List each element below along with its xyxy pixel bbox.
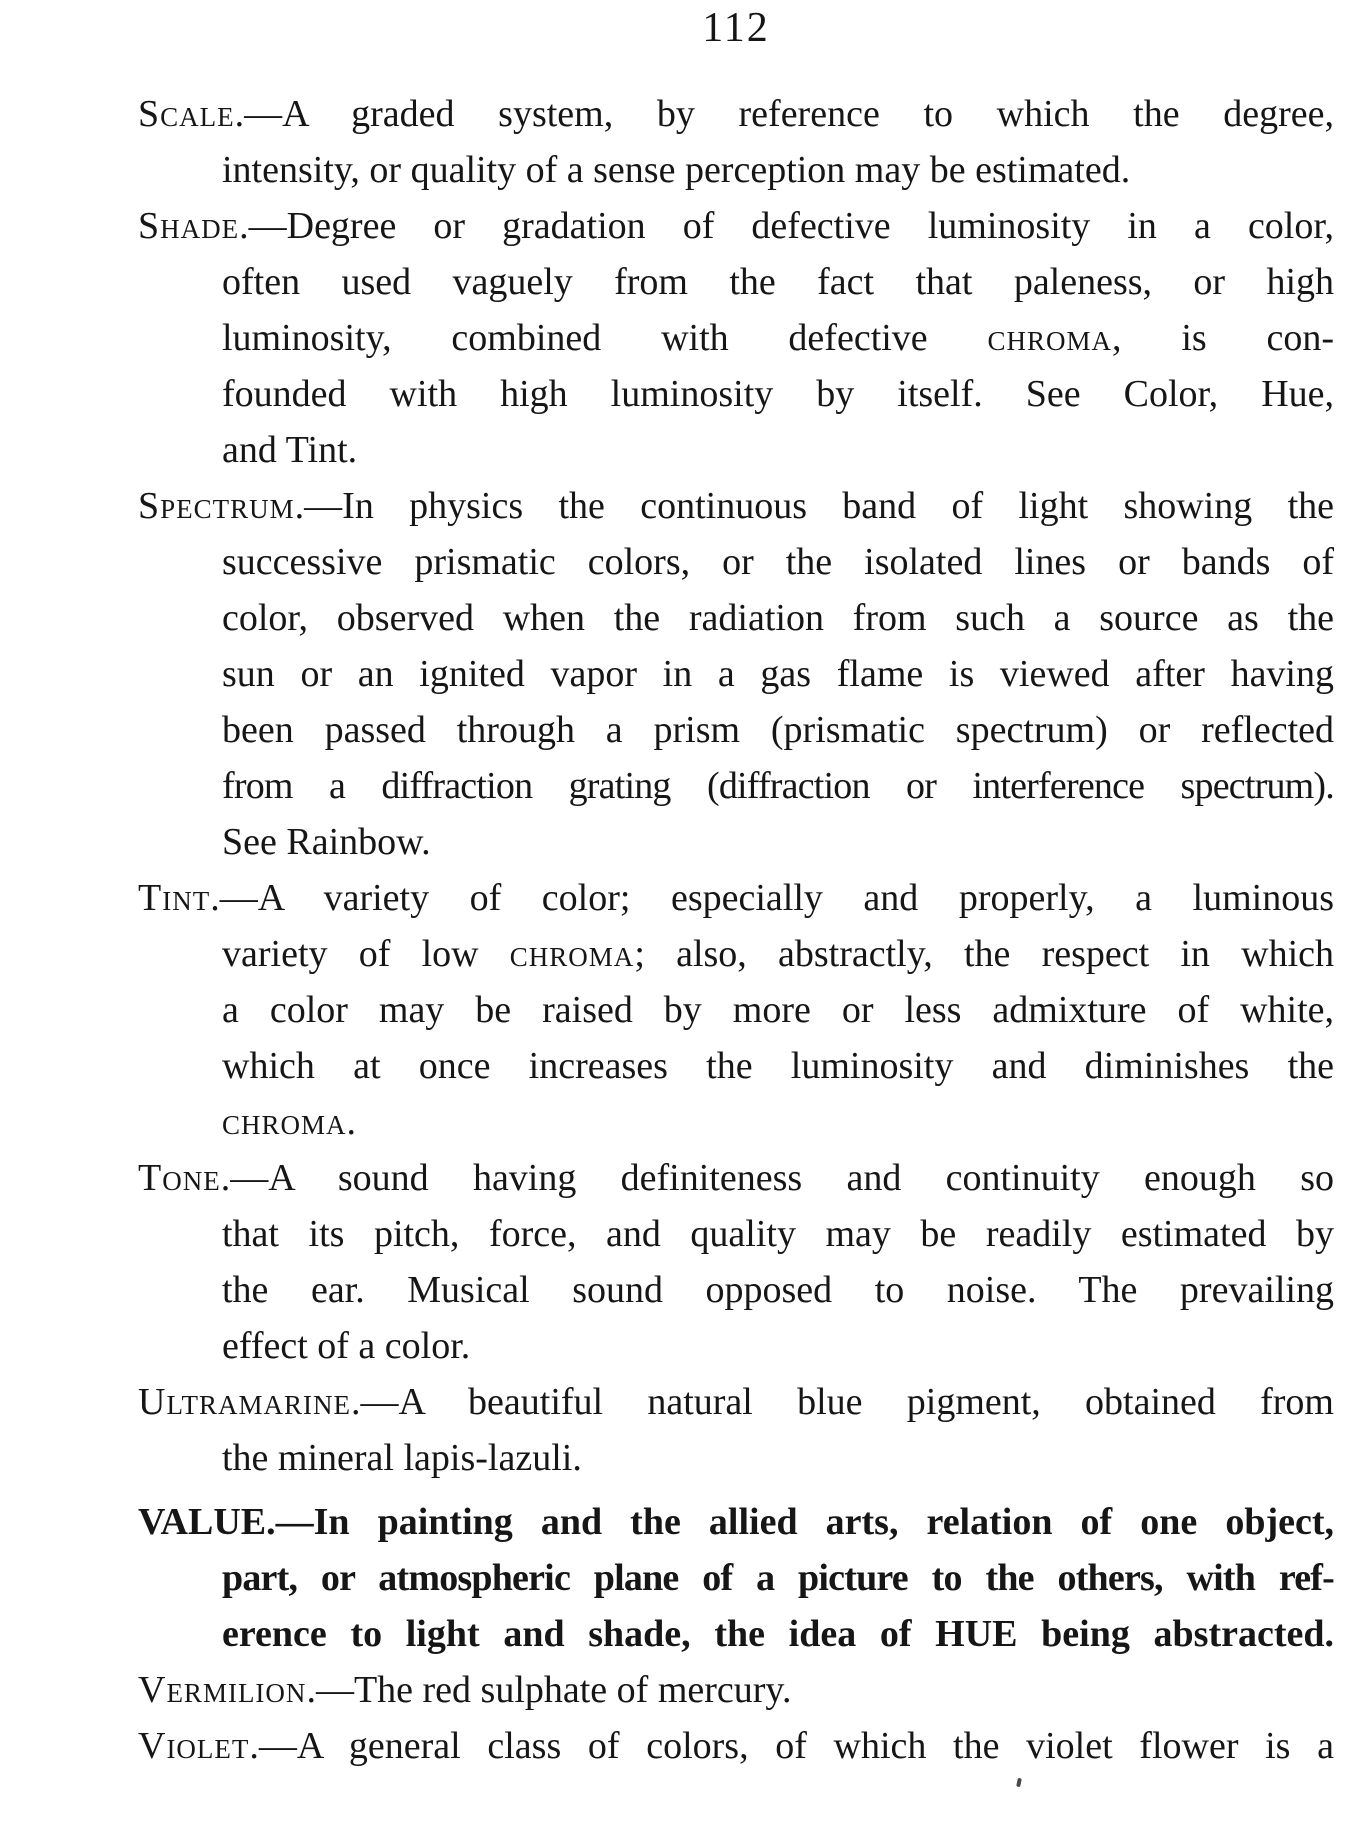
entry-term: Scale xyxy=(138,93,235,135)
text-line xyxy=(138,142,1334,198)
text-line xyxy=(138,1662,1334,1718)
text-line xyxy=(138,1550,1334,1606)
entry-term: Ultramarine xyxy=(138,1381,351,1423)
text-segment: , is con- xyxy=(1112,317,1334,359)
text-segment: .—A graded system, by reference to which the degree, xyxy=(234,93,1334,135)
text-segment: ; also, abstractly, the respect in which xyxy=(634,933,1335,975)
text-line xyxy=(138,1494,1334,1550)
text-line xyxy=(138,1150,1334,1206)
text-segment: that its pitch, force, and quality may be readily estimated by xyxy=(222,1213,1334,1255)
entry-term: Shade xyxy=(138,205,240,247)
text-line xyxy=(138,1206,1334,1262)
glossary-entry-vermilion xyxy=(138,1662,1334,1718)
text-segment: a color may be raised by more or less admixture of white, xyxy=(222,989,1334,1031)
glossary-entry-shade xyxy=(138,198,1334,478)
entry-term: Tint xyxy=(138,877,211,919)
text-segment: successive prismatic colors, or the isolated lines or bands of xyxy=(222,541,1334,583)
glossary-entries xyxy=(138,86,1334,1774)
text-segment: VALUE.—In painting and the allied arts, relation of one object, xyxy=(138,1501,1334,1543)
text-segment: .—Degree or gradation of defective luminosity in a color, xyxy=(239,205,1334,247)
text-segment: from a diffraction grating (diffraction or interference spectrum). xyxy=(222,765,1334,807)
text-segment: often used vaguely from the fact that paleness, or high xyxy=(222,261,1334,303)
text-segment: intensity, or quality of a sense perception may be estimated. xyxy=(222,149,1131,191)
glossary-entry-violet xyxy=(138,1718,1334,1774)
page-number: 112 xyxy=(702,5,770,51)
text-segment: been passed through a prism (prismatic spectrum) or reflected xyxy=(222,709,1334,751)
text-segment: chroma xyxy=(987,317,1113,359)
text-segment: which at once increases the luminosity and diminishes the xyxy=(222,1045,1334,1087)
text-line xyxy=(138,982,1334,1038)
text-line xyxy=(138,478,1334,534)
text-segment: variety of low xyxy=(222,933,510,975)
text-line xyxy=(138,198,1334,254)
text-segment: .—A sound having definiteness and continuity enough so xyxy=(220,1157,1334,1199)
text-segment: .—A general class of colors, of which the violet flower is a xyxy=(249,1725,1334,1767)
text-segment: founded with high luminosity by itself. See Color, Hue, xyxy=(222,373,1334,415)
glossary-entry-spectrum xyxy=(138,478,1334,870)
text-segment: .—A variety of color; especially and properly, a luminous xyxy=(210,877,1334,919)
entry-term: chroma xyxy=(222,1101,347,1143)
entry-term: Violet xyxy=(138,1725,250,1767)
text-line xyxy=(138,702,1334,758)
text-line xyxy=(138,870,1334,926)
text-line xyxy=(138,366,1334,422)
glossary-entry-scale xyxy=(138,86,1334,198)
text-line xyxy=(138,1094,1334,1150)
entry-term: Spectrum xyxy=(138,485,295,527)
text-segment: luminosity, combined with defective xyxy=(222,317,988,359)
text-line xyxy=(138,814,1334,870)
text-line xyxy=(138,422,1334,478)
text-line xyxy=(138,534,1334,590)
text-line xyxy=(138,758,1334,814)
text-segment: .—The red sulphate of mercury. xyxy=(306,1669,792,1711)
text-line xyxy=(138,646,1334,702)
text-segment: the mineral lapis-lazuli. xyxy=(222,1437,582,1479)
glossary-entry-value xyxy=(138,1494,1334,1662)
text-line xyxy=(138,254,1334,310)
text-segment: effect of a color. xyxy=(222,1325,471,1367)
text-segment: . xyxy=(346,1101,357,1143)
text-segment: chroma xyxy=(509,933,635,975)
text-line xyxy=(138,1374,1334,1430)
text-segment: erence to light and shade, the idea of HUE being abstracted. xyxy=(222,1613,1334,1655)
text-line xyxy=(138,1262,1334,1318)
text-segment: the ear. Musical sound opposed to noise. The prevailing xyxy=(222,1269,1334,1311)
text-segment: See Rainbow. xyxy=(222,821,431,863)
text-segment: and Tint. xyxy=(222,429,358,471)
text-line xyxy=(138,926,1334,982)
scan-speck-artifact xyxy=(1016,1778,1022,1788)
text-line xyxy=(138,1038,1334,1094)
text-line xyxy=(138,1606,1334,1662)
glossary-entry-tone xyxy=(138,1150,1334,1374)
text-line xyxy=(138,590,1334,646)
text-line xyxy=(138,310,1334,366)
text-line xyxy=(138,1718,1334,1774)
entry-term: Vermilion xyxy=(138,1669,307,1711)
text-line xyxy=(138,86,1334,142)
entry-term: Tone xyxy=(138,1157,221,1199)
text-segment: sun or an ignited vapor in a gas flame is viewed after having xyxy=(222,653,1334,695)
text-segment: .—In physics the continuous band of light showing the xyxy=(294,485,1334,527)
text-segment: .—A beautiful natural blue pigment, obtained from xyxy=(350,1381,1334,1423)
text-segment: part, or atmospheric plane of a picture to the others, with ref- xyxy=(222,1557,1334,1599)
text-line xyxy=(138,1430,1334,1486)
glossary-entry-ultramarine xyxy=(138,1374,1334,1486)
text-line xyxy=(138,1318,1334,1374)
glossary-entry-tint xyxy=(138,870,1334,1150)
text-segment: color, observed when the radiation from such a source as the xyxy=(222,597,1334,639)
